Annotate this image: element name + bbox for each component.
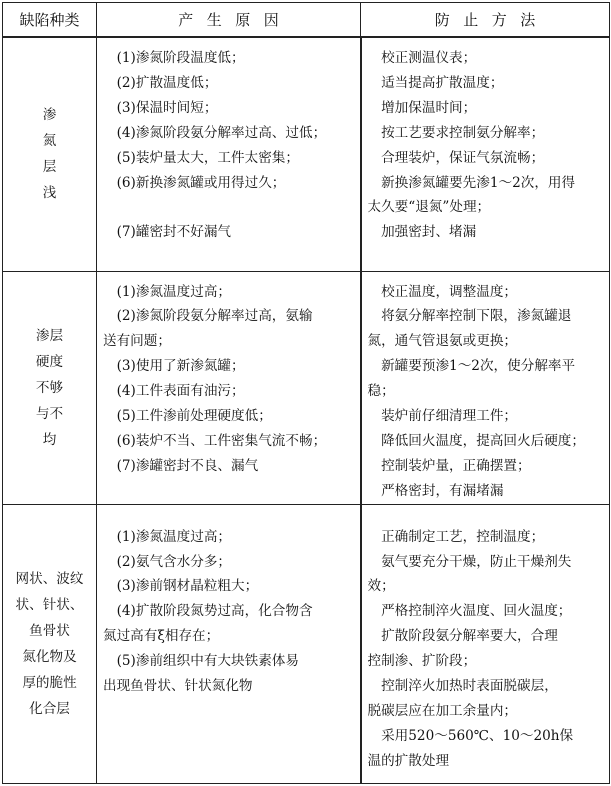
defect-type-cell bbox=[3, 37, 97, 271]
method-item: 降低回火温度，提高回火后硬度； bbox=[381, 432, 585, 449]
cause-item: (6)装炉不当、工件密集气流不畅； bbox=[116, 432, 327, 449]
defect-type-line: 状、针状、 bbox=[15, 596, 84, 613]
defect-type-line: 鱼骨状 bbox=[29, 622, 70, 639]
method-item: 控制装炉量，正确摆置； bbox=[381, 457, 531, 474]
method-item: 装炉前仔细清理工件； bbox=[381, 408, 518, 425]
defect-type-cell bbox=[3, 271, 97, 504]
method-item: 效； bbox=[367, 578, 395, 595]
method-item: 加强密封、堵漏 bbox=[381, 224, 477, 241]
cause-item: (3)保温时间短； bbox=[116, 99, 218, 116]
method-item: 增加保温时间； bbox=[381, 99, 477, 116]
method-item: 校正测温仪表； bbox=[381, 50, 477, 66]
table-row bbox=[3, 37, 610, 271]
header-cause: 产生原因 bbox=[97, 3, 361, 38]
cause-item: (1)渗氮温度过高； bbox=[116, 528, 232, 545]
cause-item: (1)渗氮温度过高； bbox=[116, 283, 232, 300]
cause-cell bbox=[97, 504, 361, 783]
cause-item: (2)渗氮阶段氨分解率过高，氨输 bbox=[116, 308, 313, 325]
defect-type-line: 层 bbox=[42, 159, 57, 176]
method-item: 稳； bbox=[367, 383, 395, 400]
method-item: 脱碳层应在加工余量内； bbox=[367, 703, 518, 719]
method-item: 合理装炉，保证气氛流畅； bbox=[381, 149, 545, 166]
cause-cell bbox=[97, 271, 361, 504]
cause-item: (5)渗前组织中有大块铁素体易 bbox=[116, 653, 299, 670]
method-item: 采用520～560℃、10～20h保 bbox=[381, 727, 574, 744]
header-row bbox=[3, 3, 610, 38]
cause-item: (4)工件表面有油污； bbox=[116, 383, 245, 400]
method-cell bbox=[361, 271, 610, 504]
cause-item: (7)罐密封不好漏气 bbox=[116, 224, 232, 241]
method-item: 适当提高扩散温度； bbox=[381, 74, 504, 91]
defect-type-line: 厚的脆性 bbox=[22, 674, 77, 691]
method-item: 温的扩散处理 bbox=[367, 752, 450, 769]
cause-item: (5)装炉量太大，工件太密集； bbox=[116, 149, 299, 166]
table-row bbox=[3, 271, 610, 504]
cause-item: 送有问题； bbox=[103, 333, 171, 350]
defect-type-cell bbox=[3, 504, 97, 783]
method-item: 控制淬火加热时表面脱碳层， bbox=[381, 678, 558, 695]
method-item: 氮，通气管退氨或更换； bbox=[367, 333, 518, 350]
defect-type-line: 氮 bbox=[42, 133, 57, 150]
method-item: 严格控制淬火温度、回火温度； bbox=[381, 603, 572, 620]
cause-item: 出现鱼骨状、针状氮化物 bbox=[103, 678, 253, 695]
method-item: 氨气要充分干燥，防止干燥剂失 bbox=[381, 553, 572, 570]
cause-item: (5)工件渗前处理硬度低； bbox=[116, 408, 272, 425]
cause-item: (3)使用了新渗氮罐； bbox=[116, 358, 245, 375]
method-item: 校正温度，调整温度； bbox=[381, 283, 518, 300]
header-method: 防止方法 bbox=[361, 3, 610, 38]
method-item: 太久要“退氮”处理； bbox=[367, 199, 491, 216]
cause-item: 氮过高有ξ相存在； bbox=[103, 628, 220, 645]
method-item: 扩散阶段氨分解率要大，合理 bbox=[381, 628, 558, 645]
cause-cell bbox=[97, 37, 361, 271]
cause-item: (7)渗罐密封不良、漏气 bbox=[116, 457, 259, 474]
method-item: 将氨分解率控制下限，渗氮罐退 bbox=[381, 308, 572, 325]
defect-type-line: 渗层 bbox=[35, 327, 64, 344]
header-defect-type: 缺陷种类 bbox=[3, 3, 97, 38]
defect-type-line: 化合层 bbox=[29, 700, 70, 717]
method-cell bbox=[361, 37, 610, 271]
defect-type-line: 均 bbox=[42, 431, 57, 448]
cause-item: (6)新换渗氮罐或用得过久； bbox=[116, 174, 286, 191]
cause-item: (4)渗氮阶段氨分解率过高、过低； bbox=[116, 124, 327, 141]
method-item: 正确制定工艺，控制温度； bbox=[381, 528, 545, 545]
method-item: 控制渗、扩阶段； bbox=[367, 653, 477, 670]
method-item: 新换渗氮罐要先渗1～2次，用得 bbox=[381, 174, 576, 191]
cause-item: (2)扩散温度低； bbox=[116, 74, 218, 91]
defect-type-line: 浅 bbox=[42, 185, 57, 202]
cause-item: (4)扩散阶段氮势过高，化合物含 bbox=[116, 603, 313, 620]
defect-type-line: 氮化物及 bbox=[22, 648, 77, 665]
defect-type-line: 网状、波纹 bbox=[15, 570, 84, 587]
method-item: 严格密封，有漏堵漏 bbox=[381, 482, 504, 499]
defect-type-line: 渗 bbox=[42, 107, 57, 124]
cause-item: (1)渗氮阶段温度低； bbox=[116, 50, 245, 66]
defect-type-line: 硬度 bbox=[35, 353, 64, 370]
table-row bbox=[3, 504, 610, 783]
defect-type-line: 与不 bbox=[35, 405, 64, 422]
cause-item: (2)氨气含水分多； bbox=[116, 553, 232, 570]
defect-type-line: 不够 bbox=[35, 379, 64, 396]
method-cell bbox=[361, 504, 610, 783]
cause-item: (3)渗前钢材晶粒粗大； bbox=[116, 578, 259, 595]
defects-table bbox=[2, 2, 610, 784]
method-item: 按工艺要求控制氨分解率； bbox=[381, 124, 545, 141]
cause-item bbox=[103, 195, 354, 220]
method-item: 新罐要预渗1～2次，使分解率平 bbox=[381, 358, 576, 375]
